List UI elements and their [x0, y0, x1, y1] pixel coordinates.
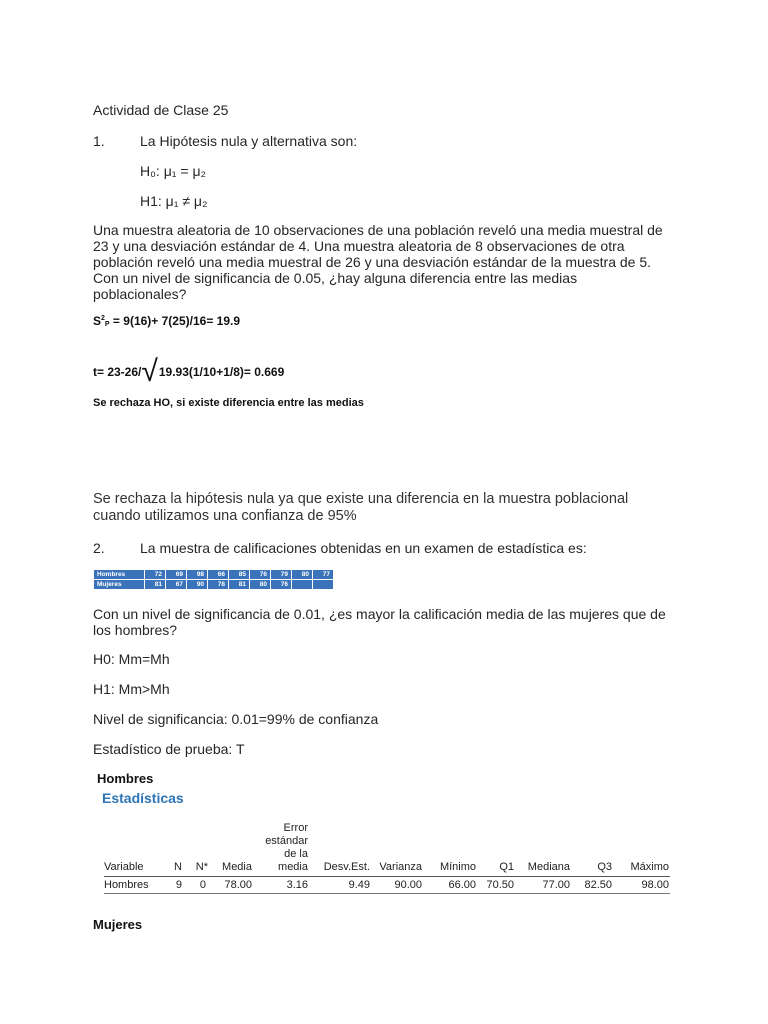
problem-line: Con un nivel de significancia de 0.05, ¿hay alguna diferencia entre las medias [93, 270, 578, 286]
stats-cell: 82.50 [584, 879, 612, 891]
stats-cell: 9.49 [348, 879, 370, 891]
hypothesis-h1: H1: μ₁ ≠ μ₂ [140, 193, 208, 209]
stats-header: N* [195, 861, 208, 873]
problem-line: poblacionales? [93, 286, 187, 302]
conclusion-bold: Se rechaza HO, si existe diferencia entre las medias [93, 397, 364, 409]
significance-level: Nivel de significancia: 0.01=99% de confianza [93, 711, 379, 727]
stats-header: Desv.Est. [323, 861, 370, 873]
stats-header: N [174, 861, 182, 873]
question-line: los hombres? [93, 622, 178, 638]
stats-cell: 3.16 [286, 879, 308, 891]
problem-line: 23 y una desviación estándar de 4. Una muestra aleatoria de 8 observaciones de otra [93, 238, 625, 254]
table-cell [313, 580, 334, 590]
stats-cell: 0 [199, 879, 206, 891]
table-row-mujeres [94, 580, 334, 590]
table-row-label: Hombres [94, 570, 145, 580]
table-cell: 85 [229, 570, 250, 580]
question-2-text: La muestra de calificaciones obtenidas en un examen de estadística es: [140, 540, 587, 556]
stats-header: Máximo [630, 861, 669, 873]
table-cell: 66 [208, 570, 229, 580]
stats-data-row [104, 877, 670, 894]
stats-cell: 77.00 [542, 879, 570, 891]
table-cell: 67 [166, 580, 187, 590]
formula-t-prefix: t= 23-26/ [93, 365, 142, 379]
question-line: Con un nivel de significancia de 0.01, ¿es mayor la calificación media de las mujeres que de [93, 606, 666, 622]
conclusion-line: Se rechaza la hipótesis nula ya que existe una diferencia en la muestra poblacional [93, 491, 629, 507]
table-cell: 80 [250, 580, 271, 590]
hypothesis-h0: H₀: μ₁ = μ₂ [140, 163, 206, 179]
formula-t-statistic [93, 350, 285, 388]
problem-line: población reveló una media muestral de 26 y una desviación estándar de la muestra de 5. [93, 254, 652, 270]
hombres-heading: Hombres [97, 771, 154, 786]
formula-sp-sup: 2 [101, 315, 105, 322]
table-cell: 98 [187, 570, 208, 580]
stats-cell: 70.50 [486, 879, 514, 891]
table-cell: 81 [145, 580, 166, 590]
scores-table [93, 569, 334, 590]
q2-hypothesis-h0: H0: Mm=Mh [93, 651, 170, 667]
stats-header-row [104, 816, 670, 877]
table-row-label: Mujeres [94, 580, 145, 590]
table-cell: 77 [313, 570, 334, 580]
mujeres-heading: Mujeres [93, 917, 143, 932]
q2-hypothesis-h1: H1: Mm>Mh [93, 681, 170, 697]
table-cell [292, 580, 313, 590]
stats-header: Q1 [499, 861, 514, 873]
stats-header: Error estándar de la media [265, 822, 308, 873]
formula-sp-sub: P [104, 321, 110, 328]
table-cell: 79 [271, 570, 292, 580]
stats-header: Q3 [597, 861, 612, 873]
stats-header: Mínimo [439, 861, 476, 873]
problem-line: Una muestra aleatoria de 10 observaciones de una población reveló una media muestral de [93, 222, 663, 238]
question-1 [93, 133, 357, 149]
question-2 [93, 540, 587, 556]
table-cell: 78 [208, 580, 229, 590]
conclusion-line: cuando utilizamos una confianza de 95% [93, 508, 357, 524]
stats-cell: 90.00 [394, 879, 422, 891]
stats-table [104, 816, 670, 894]
table-cell: 80 [292, 570, 313, 580]
stats-cell: 98.00 [641, 879, 669, 891]
table-cell: 69 [166, 570, 187, 580]
stats-header: Varianza [379, 861, 422, 873]
table-cell: 76 [250, 570, 271, 580]
table-cell: 81 [229, 580, 250, 590]
stats-cell: 66.00 [448, 879, 476, 891]
stats-header: Mediana [527, 861, 570, 873]
stats-header: Media [222, 861, 252, 873]
formula-t-rest: 19.93(1/10+1/8)= 0.669 [158, 365, 285, 379]
document-title: Actividad de Clase 25 [93, 102, 229, 118]
formula-sp-rest: = 9(16)+ 7(25)/16= 19.9 [109, 314, 241, 328]
stats-cell: Hombres [104, 879, 149, 891]
stats-title: Estadísticas [102, 790, 184, 806]
conclusion-text [93, 491, 713, 525]
question-2-statement [93, 606, 713, 638]
question-1-text: La Hipótesis nula y alternativa son: [140, 133, 358, 149]
stats-cell: 78.00 [224, 879, 252, 891]
test-statistic: Estadístico de prueba: T [93, 741, 245, 757]
formula-sp-symbol: S [93, 314, 102, 328]
question-1-number: 1. [93, 133, 105, 149]
table-cell: 76 [271, 580, 292, 590]
question-2-number: 2. [93, 540, 105, 556]
stats-cell: 9 [175, 879, 182, 891]
problem-statement [93, 222, 693, 302]
table-cell: 90 [187, 580, 208, 590]
sqrt-icon: √ [141, 355, 158, 388]
table-cell: 72 [145, 570, 166, 580]
stats-header: Variable [104, 861, 144, 873]
formula-pooled-variance [93, 314, 240, 328]
table-row-hombres [94, 570, 334, 580]
